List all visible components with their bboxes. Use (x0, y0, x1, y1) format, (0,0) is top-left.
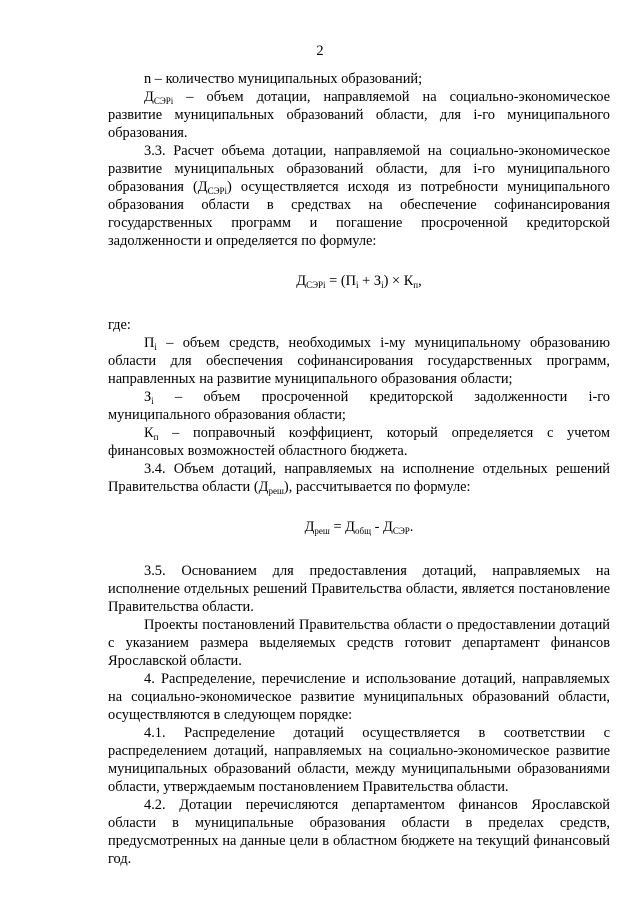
definition-n: n – количество муниципальных образований; (144, 71, 423, 87)
page-number: 2 (316, 43, 324, 59)
paragraph-3-3: 3.3. Расчет объема дотации, направляемой на социально-экономическое развитие муниципальных образований области, для i-го муниципального образования $(Д_{СЭРi})$ осуществляется исходя из потребности муниципального образования области в средствах на обеспечение софинансирования государственных программ и погашение просроченной кредиторской задолженности и определяется по формуле: (108, 143, 610, 249)
definition-zi: $З_i$ – объем просроченной кредиторской задолженности i-го муниципального образования области; (108, 389, 610, 423)
paragraph-4: 4. Распределение, перечисление и использование дотаций, направляемых на социально-экономическое развитие муниципальных образований области, осуществляются в следующем порядке: (108, 671, 610, 723)
definition-kp: $К_п$ – поправочный коэффициент, который определяется с учетом финансовых возможностей областного бюджета. (108, 425, 610, 459)
paragraph-3-4: 3.4. Объем дотаций, направляемых на исполнение отдельных решений Правительства области $(Д_{реш})$, рассчитывается по формуле: (108, 461, 610, 496)
paragraph-3-5: 3.5. Основанием для предоставления дотаций, направляемых на исполнение отдельных решений Правительства области, является постановление Правительства области. (108, 563, 610, 615)
formula-dresh: $Д_{реш} = Д_{общ} - Д_{СЭР}$. (304, 519, 414, 536)
paragraph-4-1: 4.1. Распределение дотаций осуществляется в соответствии с распределением дотаций, направляемых на социально-экономическое развитие муниципальных образований области, между муниципальными образованиями области, утверждаемым постановлением Правительства области. (108, 725, 610, 795)
paragraph-4-2: 4.2. Дотации перечисляются департаментом финансов Ярославской области в муниципальные образования области в пределах средств, предусмотренных на данные цели в областном бюджете на текущий финансовый год. (108, 797, 610, 867)
definition-dsepi: $Д_{СЭРi}$ – объем дотации, направляемой на социально-экономическое развитие муниципальных образований области, для i-го муниципального образования. (108, 89, 610, 141)
paragraph-projects: Проекты постановлений Правительства области о предоставлении дотаций с указанием размера выделяемых средств готовит департамент финансов Ярославской области. (108, 617, 610, 669)
where-label: где: (108, 317, 131, 333)
document-body (108, 70, 610, 868)
definition-pi: $П_i$ – объем средств, необходимых i-му муниципальному образованию области для обеспечения софинансирования государственных программ, направленных на развитие муниципального образования области; (108, 335, 610, 387)
formula-dsepi: $Д_{СЭРi} = (П_i + З_i) \times К_п$, (296, 273, 422, 290)
